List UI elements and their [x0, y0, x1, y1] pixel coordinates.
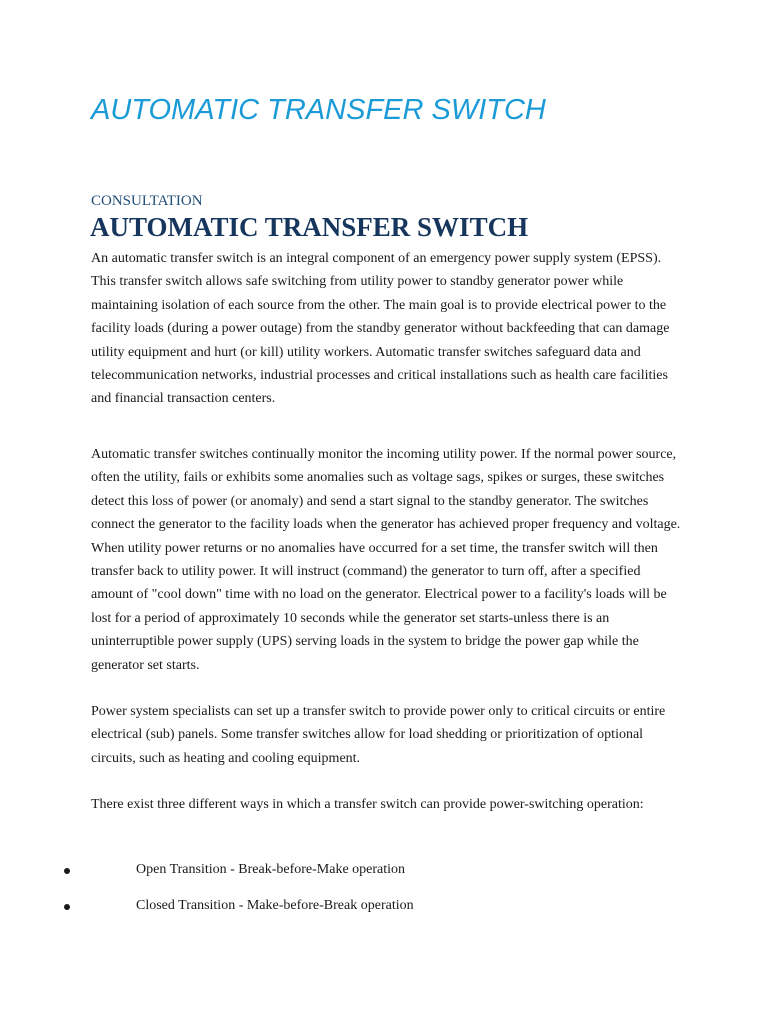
bullet-icon	[64, 904, 70, 910]
paragraph-operation: Automatic transfer switches continually monitor the incoming utility power. If the normal power source, often the utility, fails or exhibits some anomalies such as voltage sags, spikes or surges, these switches detect this loss of power (or anomaly) and send a start signal to the standby generator. The switches connect the generator to the facility loads when the generator has achieved proper frequency and voltage. When utility power returns or no anomalies have occurred for a set time, the transfer switch will then transfer back to utility power. It will instruct (command) the generator to turn off, after a specified amount of "cool down" time with no load on the generator. Electrical power to a facility's loads will be lost for a period of approximately 10 seconds while the generator set starts-unless there is an uninterruptible power supply (UPS) serving loads in the system to bridge the power gap while the generator set starts.	[91, 447, 681, 673]
list-item	[0, 858, 768, 894]
list-item-text: Open Transition - Break-before-Make operation	[136, 862, 406, 877]
paragraph-transition-types: There exist three different ways in which a transfer switch can provide power-switching operation:	[91, 797, 644, 812]
list-item-text: Closed Transition - Make-before-Break operation	[136, 898, 414, 913]
paragraph-configuration: Power system specialists can set up a transfer switch to provide power only to critical circuits or entire electrical (sub) panels. Some transfer switches allow for load shedding or prioritization of optional circuits, such as heating and cooling equipment.	[91, 704, 666, 766]
bullet-icon	[64, 868, 70, 874]
section-title: AUTOMATIC TRANSFER SWITCH	[90, 212, 529, 242]
paragraph-intro: An automatic transfer switch is an integral component of an emergency power supply system (EPSS). This transfer switch allows safe switching from utility power to standby generator power while maintaining isolation of each source from the other. The main goal is to provide electrical power to the facility loads (during a power outage) from the standby generator without backfeeding that can damage utility equipment and hurt (or kill) utility workers. Automatic transfer switches safeguard data and telecommunication networks, industrial processes and critical installations such as health care facilities and financial transaction centers.	[91, 251, 670, 407]
document-title: AUTOMATIC TRANSFER SWITCH	[91, 94, 546, 126]
section-label: CONSULTATION	[91, 193, 203, 209]
transition-list	[0, 858, 768, 930]
list-item	[0, 894, 768, 930]
